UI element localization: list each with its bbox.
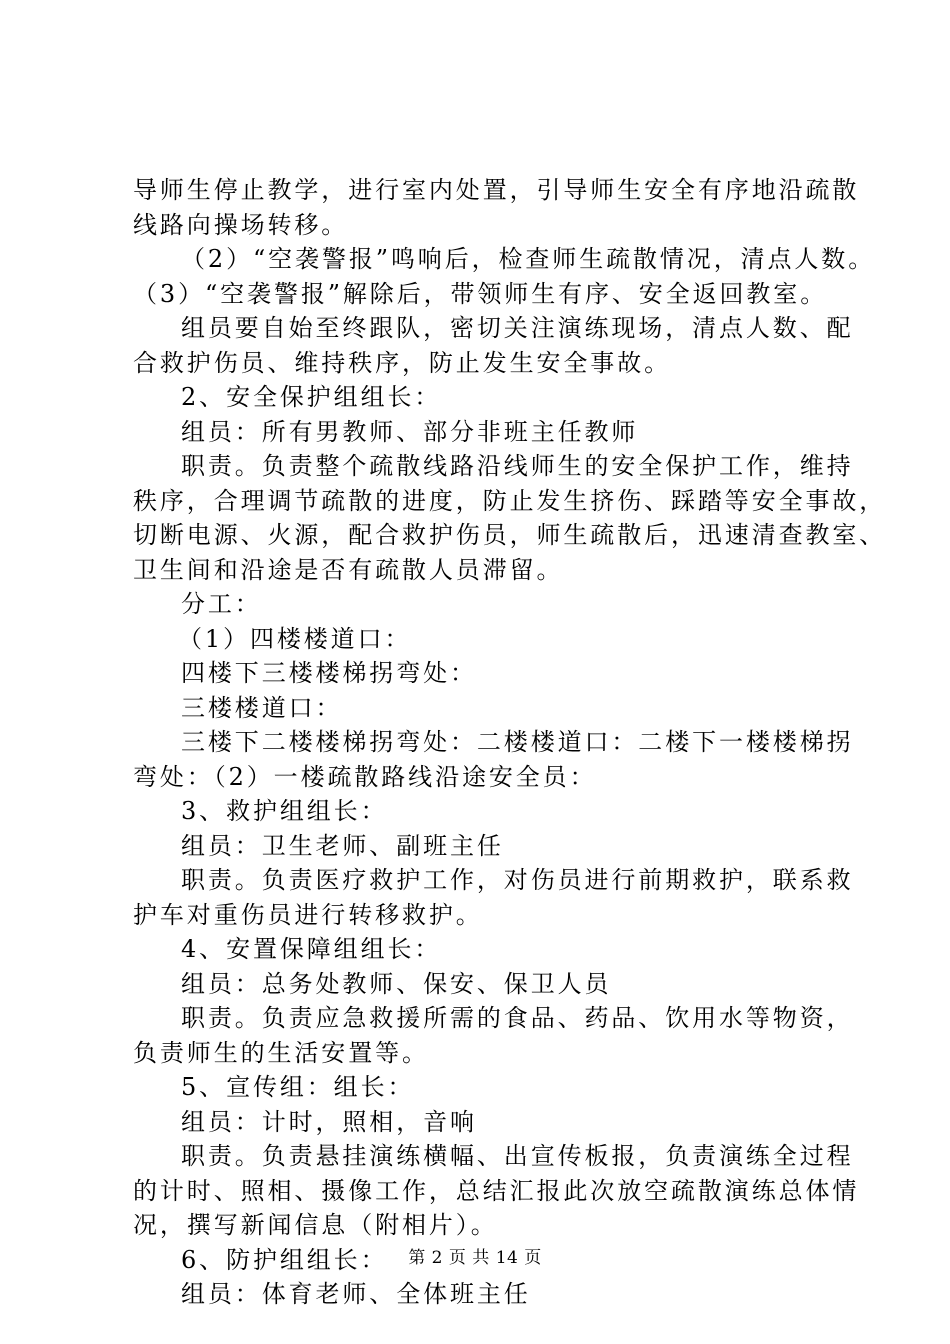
paragraph-line: 5、宣传组：组长： <box>181 1073 415 1101</box>
paragraph-line: 合救护伤员、维持秩序，防止发生安全事故。 <box>133 348 671 377</box>
paragraph-line: 3、救护组组长： <box>181 797 388 825</box>
paragraph-line: 三楼下二楼楼梯拐弯处：二楼楼道口：二楼下一楼楼梯拐 <box>181 728 854 756</box>
paragraph-line: 职责。负责悬挂演练横幅、出宣传板报，负责演练全过程 <box>181 1142 854 1170</box>
paragraph-line: 2、安全保护组组长： <box>181 383 442 411</box>
paragraph-line: （2）“空袭警报”鸣响后，检查师生疏散情况，清点人数。 <box>181 245 876 273</box>
paragraph-line: 组员要自始至终跟队，密切关注演练现场，清点人数、配 <box>181 314 854 342</box>
page-footer: 第 2 页 共 14 页 <box>408 1248 542 1268</box>
paragraph-line: 线路向操场转移。 <box>133 210 349 239</box>
paragraph-line: 组员：计时，照相，音响 <box>181 1107 477 1136</box>
document-body <box>133 173 887 1312</box>
paragraph-line: 6、防护组组长： <box>181 1245 388 1274</box>
paragraph-line: （3）“空袭警报”解除后，带领师生有序、安全返回教室。 <box>133 279 828 308</box>
paragraph-line: 职责。负责应急救援所需的食品、药品、饮用水等物资， <box>181 1004 854 1032</box>
paragraph-line: 组员：体育老师、全体班主任 <box>181 1280 531 1308</box>
paragraph-line: 四楼下三楼楼梯拐弯处： <box>181 659 477 687</box>
paragraph-line: （1）四楼楼道口： <box>178 624 412 653</box>
paragraph-line: 弯处：（2）一楼疏散路线沿途安全员： <box>133 762 597 791</box>
paragraph-line: 组员：总务处教师、保安、保卫人员 <box>181 969 612 998</box>
paragraph-line: 职责。负责医疗救护工作，对伤员进行前期救护，联系救 <box>181 866 854 894</box>
paragraph-line: 负责师生的生活安置等。 <box>133 1038 429 1067</box>
paragraph-line: 三楼楼道口： <box>181 693 343 722</box>
paragraph-line: 职责。负责整个疏散线路沿线师生的安全保护工作，维持 <box>181 452 854 480</box>
paragraph-line: 切断电源、火源，配合救护伤员，师生疏散后，迅速清查教室、 <box>133 521 887 549</box>
paragraph-line: 卫生间和沿途是否有疏散人员滞留。 <box>133 555 564 584</box>
paragraph-line: 组员：所有男教师、部分非班主任教师 <box>181 417 639 446</box>
paragraph-line: 护车对重伤员进行转移救护。 <box>133 900 483 929</box>
paragraph-line: 的计时、照相、摄像工作，总结汇报此次放空疏散演练总体情 <box>133 1176 860 1205</box>
paragraph-line: 况，撰写新闻信息（附相片）。 <box>133 1211 498 1239</box>
paragraph-line: 组员：卫生老师、副班主任 <box>181 831 504 860</box>
paragraph-line: 秩序，合理调节疏散的进度，防止发生挤伤、踩踏等安全事故， <box>133 486 887 515</box>
paragraph-line: 分工： <box>181 590 262 618</box>
paragraph-line: 导师生停止教学，进行室内处置，引导师生安全有序地沿疏散 <box>133 176 860 204</box>
paragraph-line: 4、安置保障组组长： <box>181 935 442 963</box>
